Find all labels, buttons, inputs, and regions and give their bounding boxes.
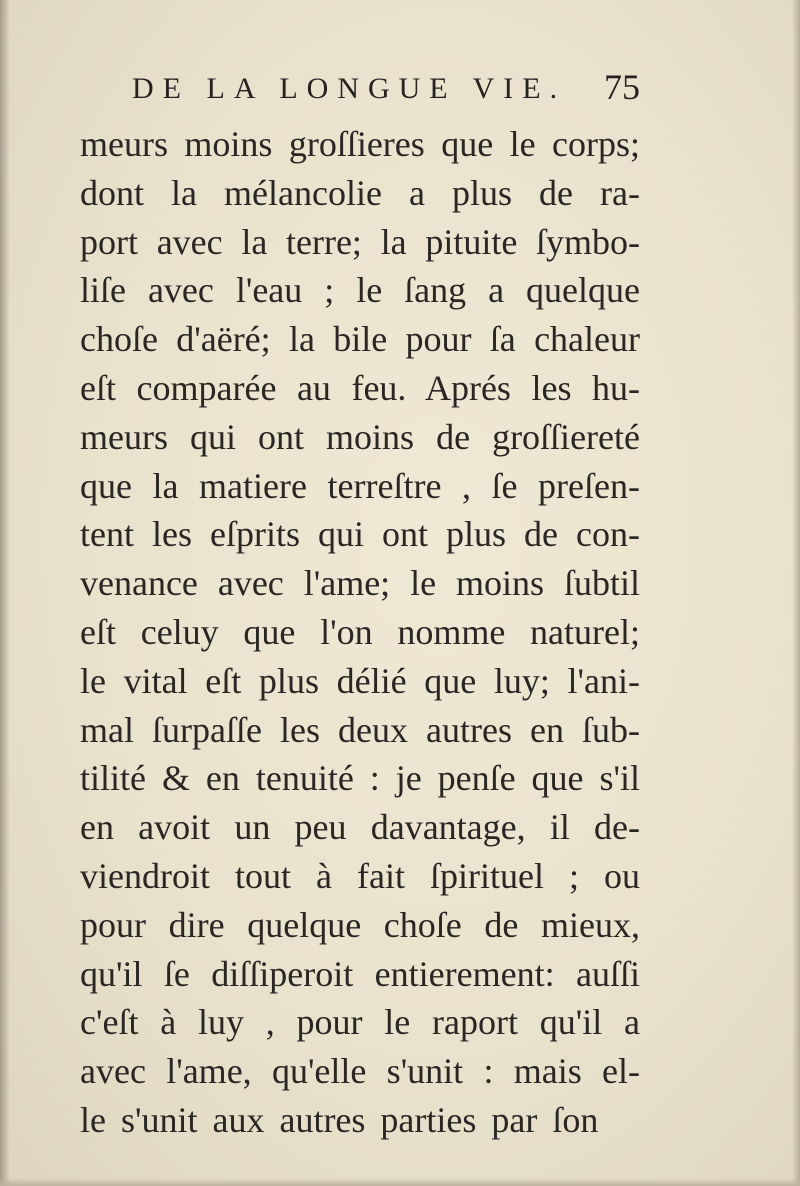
text-line: port avec la terre; la pituite ſymbo- <box>80 221 640 262</box>
text-line: le s'unit aux autres parties par ſon <box>80 1099 599 1140</box>
text-line: tilité & en tenuité : je penſe que s'il <box>80 758 640 799</box>
text-line: que la matiere terreſtre , ſe preſen- <box>80 465 640 506</box>
text-line: en avoit un peu davantage, il de- <box>80 807 640 848</box>
text-line: meurs moins groſſieres que le corps; <box>80 124 640 164</box>
text-line: liſe avec l'eau ; le ſang a quelque <box>80 270 640 311</box>
text-line: avec l'ame, qu'elle s'unit : mais el- <box>80 1051 640 1092</box>
text-line: le vital eſt plus délié que luy; l'ani- <box>80 660 640 701</box>
text-line: qu'il ſe diſſiperoit entierement: auſſi <box>80 953 640 994</box>
text-line: tent les eſprits qui ont plus de con- <box>80 514 640 555</box>
text-line: mal ſurpaſſe les deux autres en ſub- <box>80 709 640 750</box>
page-left-edge-shadow <box>0 0 10 1186</box>
body-text <box>80 120 640 1145</box>
text-line: eſt comparée au feu. Aprés les hu- <box>80 367 640 408</box>
text-line: meurs qui ont moins de groſſiereté <box>80 416 640 457</box>
page-header <box>132 66 652 114</box>
text-line: c'eſt à luy , pour le raport qu'il a <box>80 1002 640 1043</box>
text-line: pour dire quelque choſe de mieux, <box>80 904 640 945</box>
text-line: dont la mélancolie a plus de ra- <box>80 172 640 213</box>
page-right-edge-shadow <box>792 0 800 1186</box>
text-line: eſt celuy que l'on nomme naturel; <box>80 611 640 652</box>
text-line: venance avec l'ame; le moins ſubtil <box>80 563 640 604</box>
text-line: viendroit tout à fait ſpirituel ; ou <box>80 855 640 896</box>
running-head: DE LA LONGUE VIE. <box>132 72 567 105</box>
page-bottom-edge-shadow <box>0 1178 800 1186</box>
text-line: choſe d'aëré; la bile pour ſa chaleur <box>80 319 640 360</box>
page-number: 75 <box>604 67 640 107</box>
